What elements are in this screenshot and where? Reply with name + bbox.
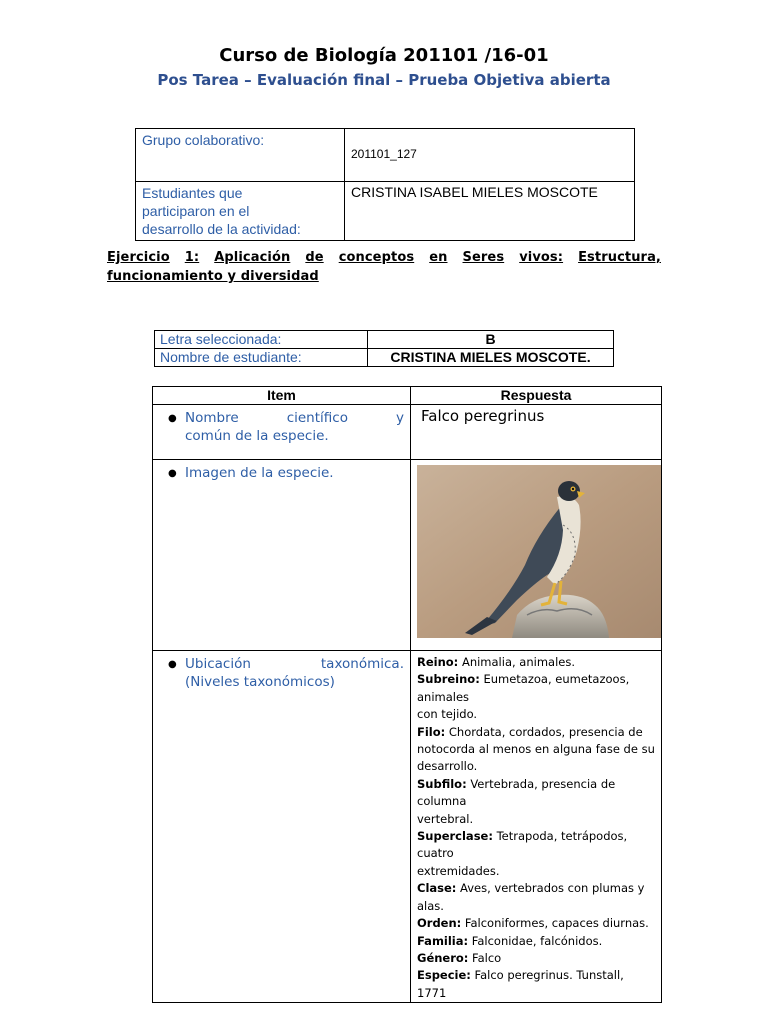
bullet-icon: ● bbox=[168, 413, 177, 424]
species-table bbox=[152, 386, 662, 1003]
group-value: 201101_127 bbox=[345, 129, 635, 182]
exercise-word: 1: bbox=[184, 250, 200, 265]
taxonomy-rank-label: Orden: bbox=[417, 916, 462, 931]
taxonomy-line bbox=[417, 776, 656, 811]
exercise-word: en bbox=[429, 250, 448, 265]
item-word: y bbox=[396, 410, 404, 426]
taxonomy-rank-text: Falco bbox=[468, 950, 502, 965]
taxonomy-rank-label: Género: bbox=[417, 950, 469, 965]
students-value: CRISTINA ISABEL MIELES MOSCOTE bbox=[345, 182, 635, 241]
taxonomy-line bbox=[417, 758, 656, 775]
item-word: científico bbox=[286, 410, 348, 426]
students-label bbox=[136, 182, 345, 241]
taxonomy-rank-text: Tetrapoda, tetrápodos, cuatro bbox=[417, 829, 628, 861]
taxonomy-line bbox=[417, 915, 656, 932]
taxonomy-rank-label: Subfilo: bbox=[417, 776, 467, 791]
taxonomy-rank-text: extremidades. bbox=[417, 863, 500, 878]
taxonomy-line bbox=[417, 863, 656, 880]
taxonomy-rank-text: Falconidae, falcónidos. bbox=[468, 933, 603, 948]
taxonomy-line bbox=[417, 724, 656, 741]
taxonomy-rank-text: Falconiformes, capaces diurnas. bbox=[461, 916, 649, 931]
response-scientific-name bbox=[411, 405, 662, 460]
taxonomy-rank-label: Clase: bbox=[417, 881, 457, 896]
taxonomy-rank-label: Superclase: bbox=[417, 829, 493, 844]
taxonomy-line bbox=[417, 880, 656, 915]
response-species-image bbox=[411, 460, 662, 651]
taxonomy-rank-text: desarrollo. bbox=[417, 759, 478, 774]
taxonomy-line bbox=[417, 671, 656, 706]
taxonomy-rank-label: Filo: bbox=[417, 724, 446, 739]
exercise-word: vivos: bbox=[519, 250, 564, 265]
taxonomy-rank-label: Reino: bbox=[417, 655, 459, 669]
item-line bbox=[185, 409, 404, 427]
taxonomy-line bbox=[417, 950, 656, 967]
taxonomy-rank-text: con tejido. bbox=[417, 707, 478, 722]
item-line: Imagen de la especie. bbox=[185, 465, 334, 481]
bullet-icon: ● bbox=[168, 659, 177, 670]
document-subtitle: Pos Tarea – Evaluación final – Prueba Objetiva abierta bbox=[157, 71, 611, 89]
bullet-icon: ● bbox=[168, 468, 177, 479]
response-taxonomy bbox=[411, 651, 662, 1003]
taxonomy-rank-text: Animalia, animales. bbox=[458, 655, 575, 669]
taxonomy-line bbox=[417, 967, 656, 1002]
exercise-word: Aplicación bbox=[214, 250, 291, 265]
taxonomy-line bbox=[417, 933, 656, 950]
item-species-image bbox=[153, 460, 411, 651]
letter-label: Letra seleccionada: bbox=[155, 331, 368, 349]
column-header-item: Item bbox=[153, 387, 411, 405]
item-word: Nombre bbox=[185, 410, 239, 426]
taxonomy-rank-text: Chordata, cordados, presencia de bbox=[445, 724, 643, 739]
exercise-word: Ejercicio bbox=[107, 250, 170, 265]
student-label: Nombre de estudiante: bbox=[155, 349, 368, 367]
item-word: Ubicación bbox=[185, 656, 251, 672]
taxonomy-line bbox=[417, 654, 656, 671]
taxonomy-line bbox=[417, 828, 656, 863]
exercise-word: Seres bbox=[462, 250, 505, 265]
exercise-word: conceptos bbox=[338, 250, 415, 265]
exercise-heading-line1 bbox=[107, 248, 661, 267]
item-line: común de la especie. bbox=[185, 428, 329, 444]
students-label-line: Estudiantes que bbox=[142, 185, 243, 201]
group-table bbox=[135, 128, 635, 241]
taxonomy-rank-text: Vertebrada, presencia de columna bbox=[417, 776, 616, 809]
item-line bbox=[185, 655, 404, 673]
taxonomy-rank-text: vertebral. bbox=[417, 811, 474, 826]
selection-table bbox=[154, 330, 614, 367]
column-header-response: Respuesta bbox=[411, 387, 662, 405]
taxonomy-rank-text: notocorda al menos en alguna fase de su bbox=[417, 742, 655, 757]
students-label-line: desarrollo de la actividad: bbox=[142, 221, 301, 237]
taxonomy-list bbox=[411, 651, 661, 1002]
taxonomy-rank-text: Aves, vertebrados con plumas y alas. bbox=[417, 881, 645, 913]
taxonomy-line bbox=[417, 811, 656, 828]
group-label: Grupo colaborativo: bbox=[136, 129, 345, 182]
peregrine-falcon-photo bbox=[417, 465, 661, 638]
taxonomy-rank-label: Especie: bbox=[417, 968, 471, 983]
taxonomy-rank-label: Familia: bbox=[417, 933, 469, 948]
taxonomy-rank-label: Subreino: bbox=[417, 672, 480, 687]
student-value: CRISTINA MIELES MOSCOTE. bbox=[368, 349, 614, 367]
taxonomy-rank-text: Eumetazoa, eumetazoos, animales bbox=[417, 672, 630, 704]
item-taxonomy bbox=[153, 651, 411, 1003]
letter-value: B bbox=[368, 331, 614, 349]
scientific-name-text: Falco peregrinus bbox=[421, 407, 545, 425]
exercise-word: Estructura, bbox=[578, 250, 661, 265]
exercise-heading bbox=[107, 248, 661, 286]
item-word: taxonómica. bbox=[320, 656, 404, 672]
taxonomy-line bbox=[417, 741, 656, 758]
taxonomy-rank-text: Falco peregrinus. Tunstall, 1771 bbox=[417, 968, 624, 1000]
taxonomy-line bbox=[417, 706, 656, 723]
exercise-heading-line2: funcionamiento y diversidad bbox=[107, 269, 319, 284]
item-line: (Niveles taxonómicos) bbox=[185, 674, 335, 690]
exercise-word: de bbox=[305, 250, 324, 265]
item-scientific-name bbox=[153, 405, 411, 460]
students-label-line: participaron en el bbox=[142, 203, 250, 219]
document-title: Curso de Biología 201101 /16-01 bbox=[219, 45, 549, 66]
